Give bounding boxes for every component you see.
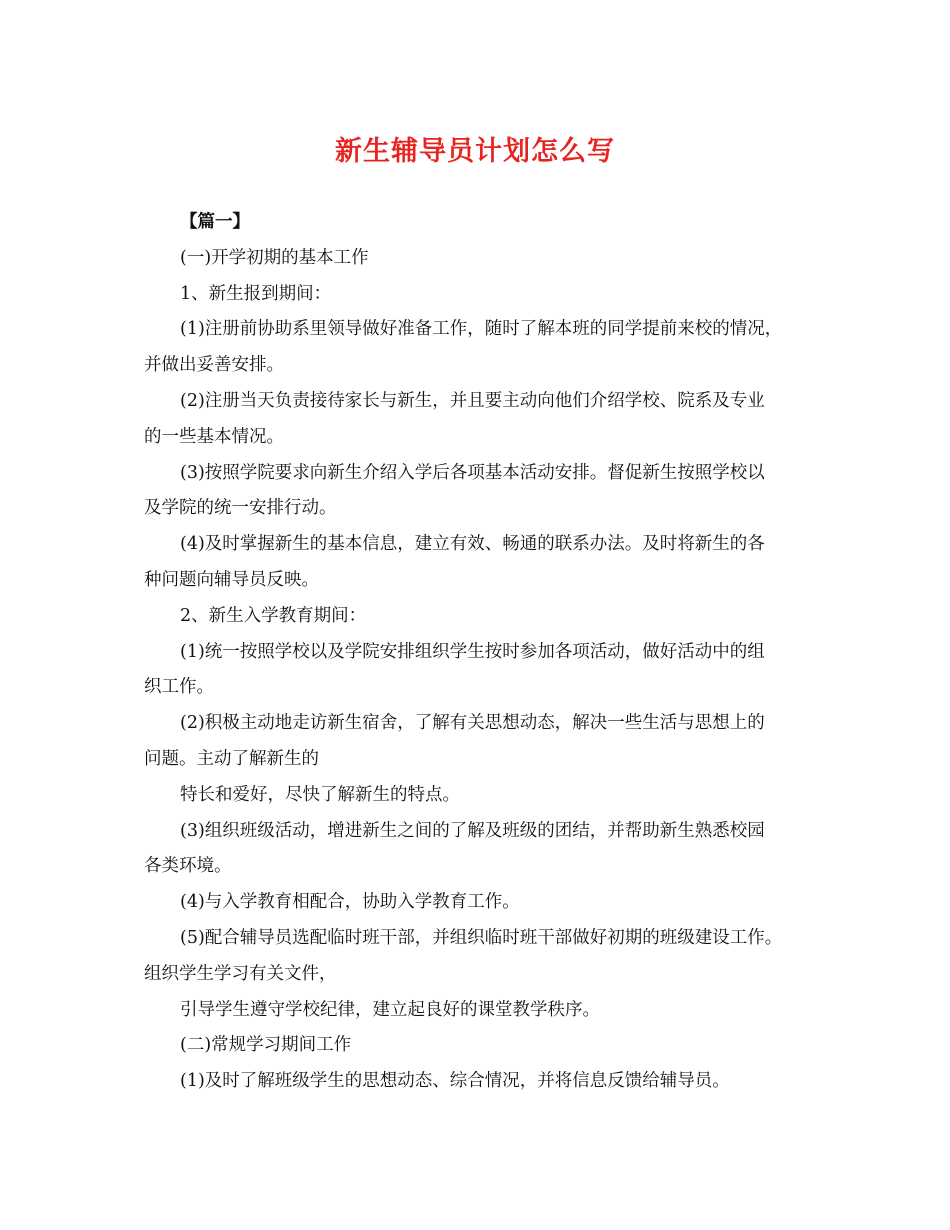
text-line: 及学院的统一安排行动。 [144,498,337,519]
text-line: (5)配合辅导员选配临时班干部，并组织临时班干部做好初期的班级建设工作。 [180,927,783,948]
text-line: (1)注册前协助系里领导做好准备工作，随时了解本班的同学提前来校的情况， [180,319,783,340]
text-line: 2、新生入学教育期间： [180,605,367,626]
text-line: (2)注册当天负责接待家长与新生，并且要主动向他们介绍学校、院系及专业 [180,390,765,411]
text-line: (一)开学初期的基本工作 [180,247,369,268]
text-line: (2)积极主动地走访新生宿舍，了解有关思想动态，解决一些生活与思想上的 [180,713,765,734]
text-line: (4)与入学教育相配合，协助入学教育工作。 [180,892,520,913]
document-title: 新生辅导员计划怎么写 [335,136,615,167]
text-line: 【篇一】 [180,212,250,232]
text-line: (3)组织班级活动，增进新生之间的了解及班级的团结，并帮助新生熟悉校园 [180,820,765,841]
text-line: 特长和爱好，尽快了解新生的特点。 [180,784,460,805]
text-line: 织工作。 [144,677,214,698]
text-line: 组织学生学习有关文件， [144,963,337,984]
text-line: (1)统一按照学校以及学院安排组织学生按时参加各项活动，做好活动中的组 [180,641,765,662]
text-line: 各类环境。 [144,856,232,877]
text-line: 引导学生遵守学校纪律，建立起良好的课堂教学秩序。 [180,999,600,1020]
text-line: 1、新生报到期间： [180,283,332,304]
text-line: 并做出妥善安排。 [144,355,284,376]
text-line: 种问题向辅导员反映。 [144,569,319,590]
text-line: (1)及时了解班级学生的思想动态、综合情况，并将信息反馈给辅导员。 [180,1071,730,1092]
text-line: (3)按照学院要求向新生介绍入学后各项基本活动安排。督促新生按照学校以 [180,462,765,483]
text-line: (二)常规学习期间工作 [180,1035,352,1056]
document-body [144,205,808,1100]
text-line: 的一些基本情况。 [144,426,284,447]
text-line: (4)及时掌握新生的基本信息，建立有效、畅通的联系办法。及时将新生的各 [180,534,765,555]
text-line: 问题。主动了解新生的 [144,748,319,769]
